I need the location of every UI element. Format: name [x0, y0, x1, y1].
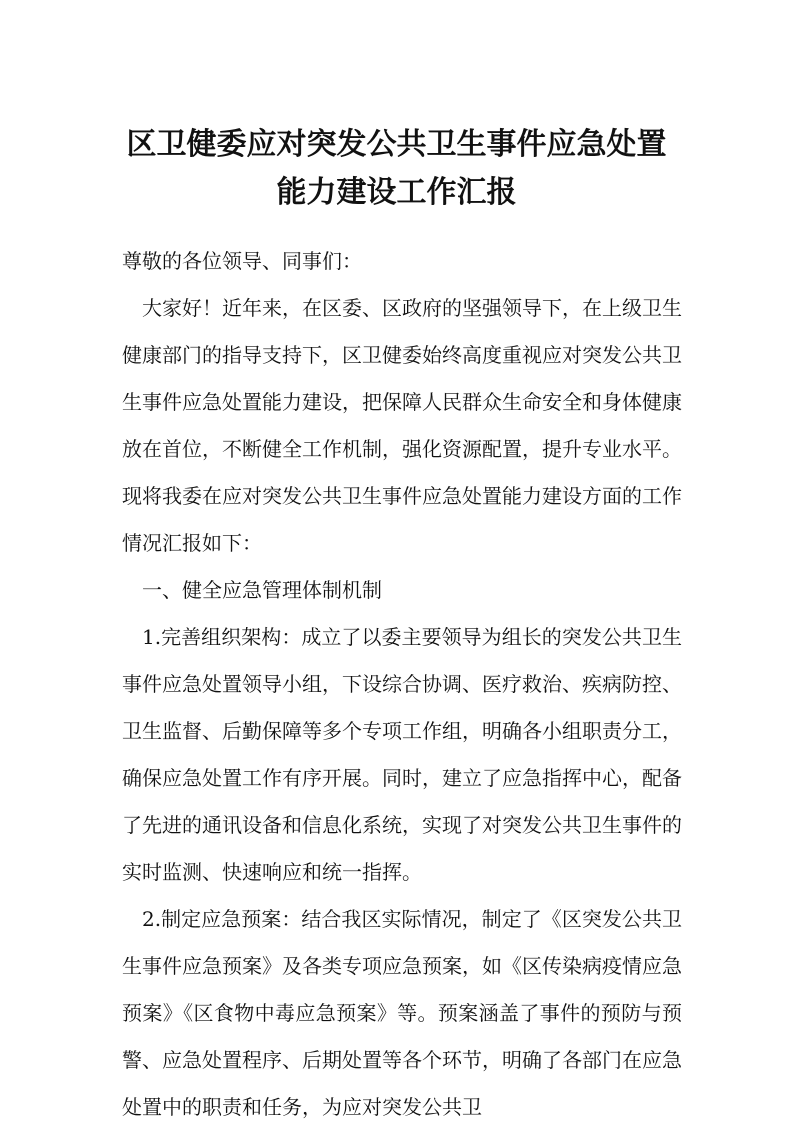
document-title-line-2: 能力建设工作汇报 — [276, 175, 517, 210]
section-heading-1: 一、健全应急管理体制机制 — [142, 578, 382, 602]
salutation: 尊敬的各位领导、同事们： — [122, 249, 362, 273]
paragraph-organization: 1.完善组织架构：成立了以委主要领导为组长的突发公共卫生事件应急处置领导小组，下设综合协调、医疗救治、疾病防控、卫生监督、后勤保障等多个专项工作组，明确各小组职责分工，确保应急处置工作有序开展。同时，建立了应急指挥中心，配备了先进的通讯设备和信息化系统，实现了对突发公共卫生事件的实时监测、快速响应和统一指挥。 — [122, 625, 682, 884]
document-title-line-1: 区卫健委应对突发公共卫生事件应急处置 — [126, 127, 667, 162]
paragraph-emergency-plan: 2.制定应急预案：结合我区实际情况，制定了《区突发公共卫生事件应急预案》及各类专项应急预案，如《区传染病疫情应急预案》《区食物中毒应急预案》等。预案涵盖了事件的预防与预警、应急处置程序、后期处置等各个环节，明确了各部门在应急处置中的职责和任务，为应对突发公共卫 — [122, 907, 682, 1119]
paragraph-intro: 大家好！近年来，在区委、区政府的坚强领导下，在上级卫生健康部门的指导支持下，区卫健委始终高度重视应对突发公共卫生事件应急处置能力建设，把保障人民群众生命安全和身体健康放在首位，不断健全工作机制，强化资源配置，提升专业水平。现将我委在应对突发公共卫生事件应急处置能力建设方面的工作情况汇报如下： — [122, 296, 682, 555]
document-body — [122, 238, 682, 1131]
